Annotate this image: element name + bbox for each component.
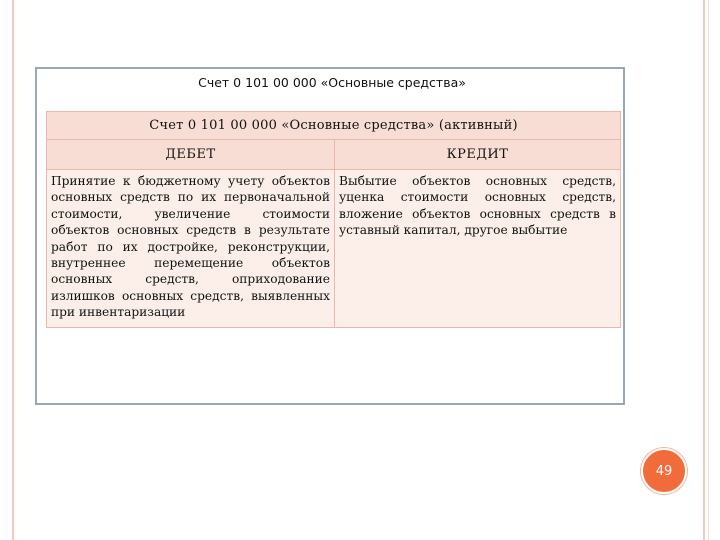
debit-header: ДЕБЕТ bbox=[47, 140, 335, 170]
credit-cell: Выбытие объектов основных средств, уценка стоимости основных средств, вложение объектов основных средств в уставный капитал, другое выбытие bbox=[335, 170, 621, 328]
content-box bbox=[35, 67, 625, 405]
frame-line-left bbox=[12, 0, 14, 540]
page-number-badge: 49 bbox=[641, 448, 687, 494]
table-header: Счет 0 101 00 000 «Основные средства» (активный) bbox=[47, 112, 621, 140]
credit-header: КРЕДИТ bbox=[335, 140, 621, 170]
slide-title: Счет 0 101 00 000 «Основные средства» bbox=[198, 75, 466, 90]
frame-line-right-inner bbox=[708, 0, 709, 540]
frame-line-right bbox=[703, 0, 705, 540]
account-table bbox=[46, 111, 621, 328]
debit-cell: Принятие к бюджетному учету объектов основных средств по их первоначальной стоимости, увеличение стоимости объектов основных средств в результате работ по их достройке, реконструкции, внутреннее перемещение объектов основных средств, оприходование излишков основных средств, выявленных при инвентаризации bbox=[47, 170, 335, 328]
